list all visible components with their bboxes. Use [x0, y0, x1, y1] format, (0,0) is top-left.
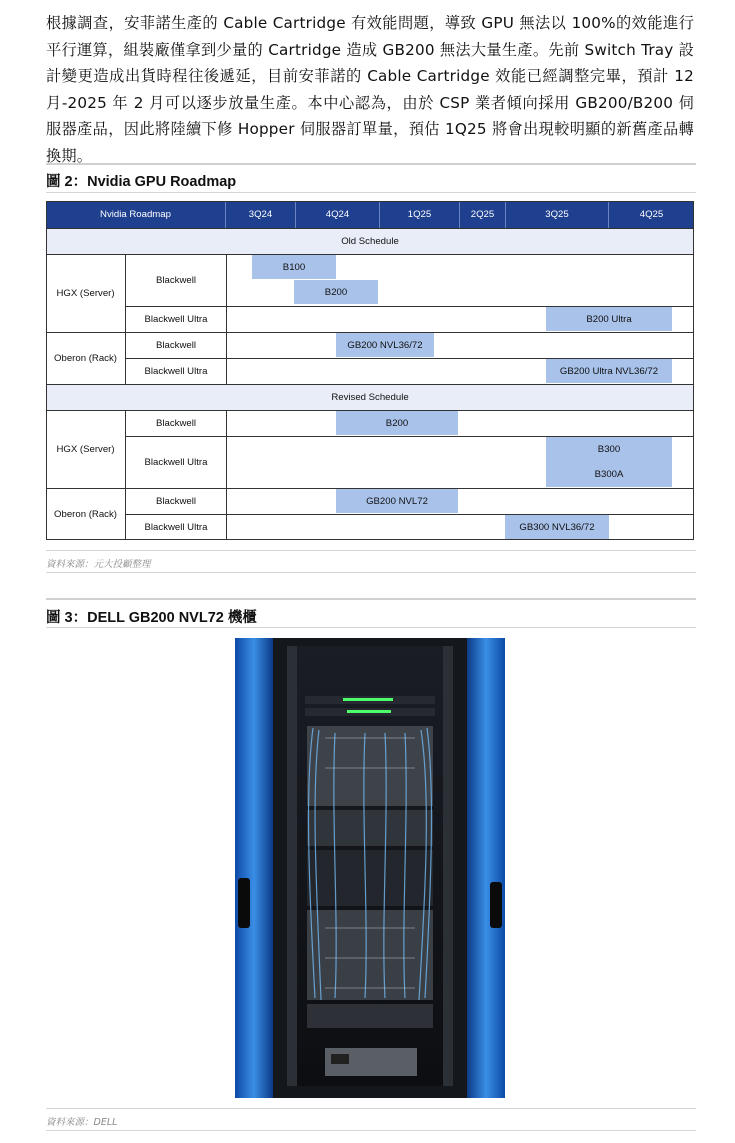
revised-oberon-blackwell-ultra-label: Blackwell Ultra — [144, 521, 208, 533]
grid-line — [226, 254, 227, 384]
header-3q24: 3Q24 — [226, 201, 296, 228]
grid-line — [46, 332, 694, 333]
revised-bar-gb200-nvl72: GB200 NVL72 — [336, 489, 458, 513]
figure2-title: 圖 2：Nvidia GPU Roadmap — [46, 174, 237, 190]
revised-hgx-group-label: HGX (Server) — [46, 410, 126, 488]
figure2-source: 資料來源：元大投顧整理 — [46, 559, 151, 570]
figure3-title: 圖 3：DELL GB200 NVL72 機櫃 — [46, 610, 257, 626]
old-schedule-band: Old Schedule — [46, 229, 694, 254]
revised-oberon-blackwell-label: Blackwell — [156, 495, 196, 507]
figure3-source-rule — [46, 1130, 696, 1131]
grid-line — [46, 488, 694, 489]
grid-line — [46, 228, 694, 229]
grid-line — [46, 410, 694, 411]
figure2-source-rule — [46, 572, 696, 573]
revised-bar-gb300-nvl36-72: GB300 NVL36/72 — [505, 515, 609, 539]
dell-rack-photo — [235, 638, 505, 1098]
figure2-top-rule — [46, 163, 696, 165]
figure3-top-rule — [46, 598, 696, 600]
revised-oberon-group-label: Oberon (Rack) — [46, 488, 126, 540]
header-4q25: 4Q25 — [609, 201, 694, 228]
grid-line — [46, 254, 694, 255]
figure3-source: 資料來源：DELL — [46, 1117, 118, 1128]
old-hgx-group-label: HGX (Server) — [46, 255, 126, 332]
header-3q25: 3Q25 — [506, 201, 609, 228]
old-hgx-blackwell-label: Blackwell — [156, 275, 196, 286]
old-bar-b200-ultra: B200 Ultra — [546, 307, 672, 331]
old-bar-gb200-ultra-nvl36-72: GB200 Ultra NVL36/72 — [546, 359, 672, 383]
revised-bar-b300: B300 — [546, 437, 672, 462]
old-oberon-group-label: Oberon (Rack) — [46, 332, 126, 384]
grid-line — [226, 410, 227, 540]
figure2-bottom-rule — [46, 550, 696, 551]
figure3-bottom-rule — [46, 1108, 696, 1109]
grid-line — [126, 436, 694, 437]
revised-hgx-blackwell-label: Blackwell — [156, 417, 196, 429]
grid-line — [126, 514, 694, 515]
revised-bar-b200: B200 — [336, 411, 458, 435]
revised-hgx-blackwell-ultra-label: Blackwell Ultra — [144, 456, 208, 468]
roadmap-table — [46, 201, 694, 540]
header-1q25: 1Q25 — [380, 201, 460, 228]
old-hgx-blackwell-ultra-label: Blackwell Ultra — [144, 313, 208, 325]
grid-line — [126, 306, 694, 307]
header-nvidia-roadmap: Nvidia Roadmap — [46, 201, 226, 228]
old-oberon-blackwell-ultra-label: Blackwell Ultra — [144, 365, 208, 377]
revised-schedule-band: Revised Schedule — [46, 385, 694, 410]
old-bar-gb200-nvl36-72: GB200 NVL36/72 — [336, 333, 434, 357]
revised-bar-b300a: B300A — [546, 462, 672, 487]
old-oberon-blackwell-label: Blackwell — [156, 339, 196, 351]
header-2q25: 2Q25 — [460, 201, 506, 228]
body-paragraph: 根據調查，安菲諾生產的 Cable Cartridge 有效能問題，導致 GPU 無法以 100%的效能進行平行運算，組裝廠僅拿到少量的 Cartridge 造成 GB200 無法大量生產。先前 Switch Tray 設計變更造成出貨時程往後遞延，目前安菲諾的 Cable Cartridge 效能已經調整完畢，預計 12 月-2025 年 2 月可以逐步放量生產。本中心認為，由於 CSP 業者傾向採用 GB200/B200 伺服器產品，因此將陸續下修 Hopper 伺服器訂單量，預估 1Q25 將會出現較明顯的新舊產品轉換期。 — [46, 14, 694, 165]
grid-line — [126, 358, 694, 359]
figure2-title-rule — [46, 192, 696, 193]
grid-line — [46, 384, 694, 385]
figure3-title-rule — [46, 627, 696, 628]
header-4q24: 4Q24 — [296, 201, 380, 228]
old-bar-b200: B200 — [294, 280, 378, 304]
old-bar-b100: B100 — [252, 255, 336, 279]
